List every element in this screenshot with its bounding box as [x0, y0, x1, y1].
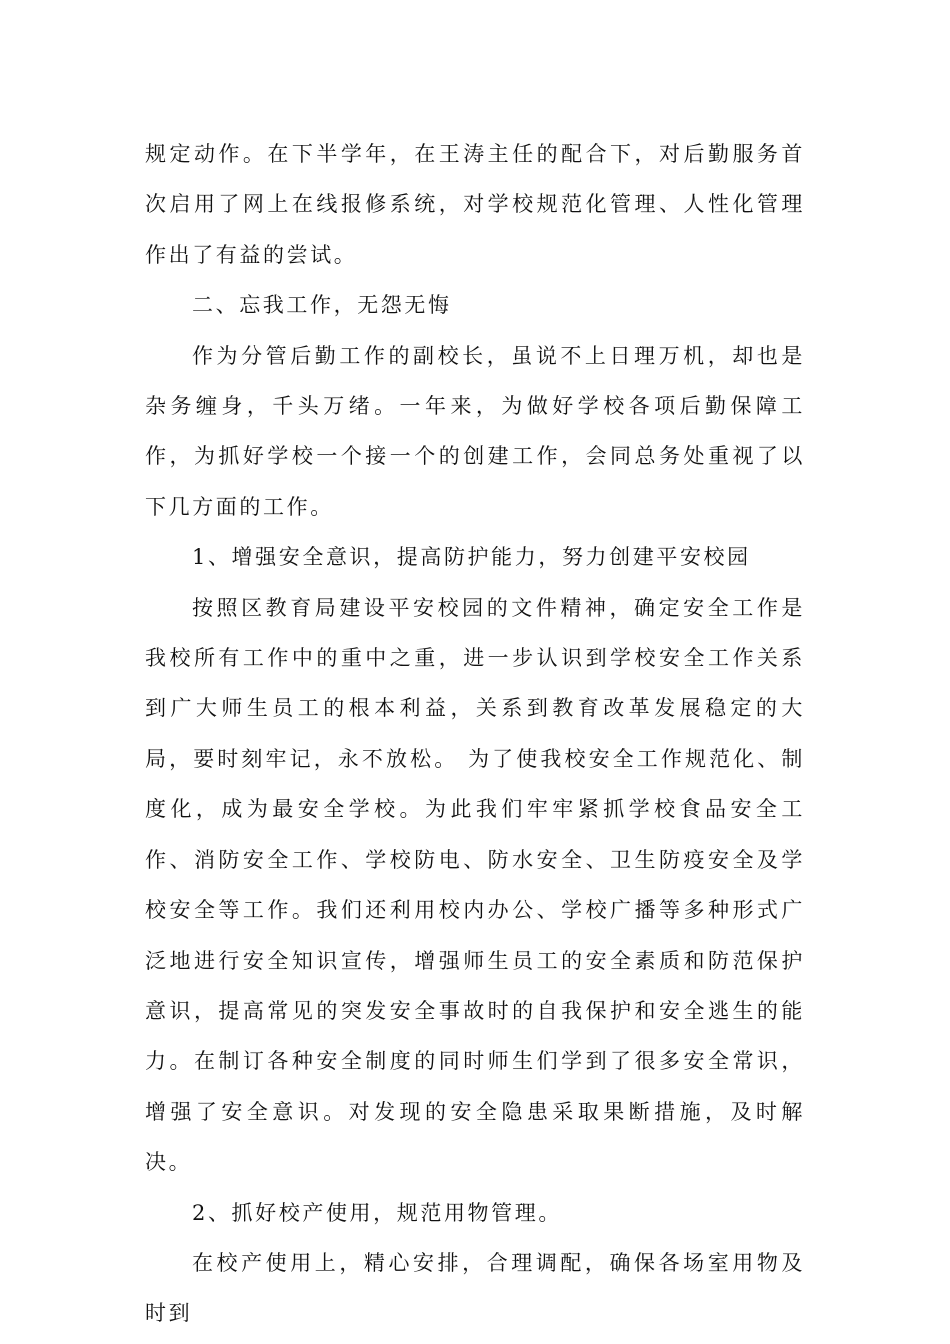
paragraph-continuation: 规定动作。在下半学年，在王涛主任的配合下，对后勤服务首次启用了网上在线报修系统，对学校规范化管理、人性化管理作出了有益的尝试。: [145, 142, 805, 267]
paragraph-property: 在校产使用上，精心安排，合理调配，确保各场室用物及时到: [145, 1250, 805, 1326]
section-heading-two: 二、忘我工作，无怨无悔: [192, 293, 452, 318]
paragraph-safety: 按照区教育局建设平安校园的文件精神，确定安全工作是我校所有工作中的重中之重，进一步认识到学校安全工作关系到广大师生员工的根本利益，关系到教育改革发展稳定的大局，要时刻牢记，永不放松。 为了使我校安全工作规范化、制度化，成为最安全学校。为此我们牢牢紧抓学校食品安全工作、消防安全工作、学校防电、防水安全、卫生防疫安全及学校安全等工作。我们还利用校内办公、学校广播等多种形式广泛地进行安全知识宣传，增强师生员工的安全素质和防范保护意识，提高常见的突发安全事故时的自我保护和安全逃生的能力。在制订各种安全制度的同时师生们学到了很多安全常识，增强了安全意识。对发现的安全隐患采取果断措施，及时解决。: [145, 595, 805, 1175]
document-body: [145, 129, 805, 1339]
subheading-safety: 1、增强安全意识，提高防护能力，努力创建平安校园: [192, 545, 751, 570]
paragraph-intro: 作为分管后勤工作的副校长，虽说不上日理万机，却也是杂务缠身，千头万绪。一年来，为做好学校各项后勤保障工作，为抓好学校一个接一个的创建工作，会同总务处重视了以下几方面的工作。: [145, 343, 805, 519]
subheading-property: 2、抓好校产使用，规范用物管理。: [192, 1200, 562, 1225]
